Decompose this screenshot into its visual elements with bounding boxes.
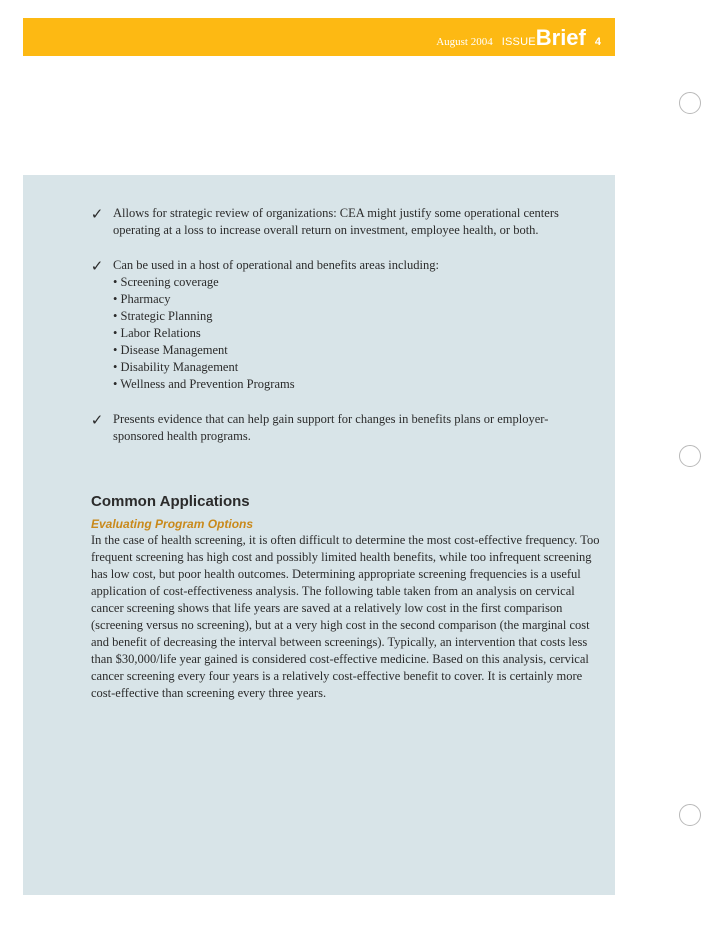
section-heading: Common Applications bbox=[91, 493, 250, 510]
bullet-text: Presents evidence that can help gain support for changes in benefits plans or employer-sponsored health programs. bbox=[113, 412, 549, 443]
binder-hole-icon bbox=[679, 445, 701, 467]
list-item bbox=[67, 205, 592, 239]
issue-label: ISSUE bbox=[501, 36, 536, 48]
header-title-group bbox=[436, 25, 601, 51]
binder-hole-icon bbox=[679, 804, 701, 826]
sub-list-item: • Screening coverage bbox=[113, 275, 219, 289]
page-number: 4 bbox=[594, 36, 601, 48]
list-item bbox=[67, 257, 592, 393]
sub-list-item: • Labor Relations bbox=[113, 326, 201, 340]
section-subheading: Evaluating Program Options bbox=[91, 517, 254, 531]
sub-list-item: • Pharmacy bbox=[113, 292, 171, 306]
sub-list-item: • Strategic Planning bbox=[113, 309, 213, 323]
checkmark-icon: ✓ bbox=[90, 205, 104, 223]
binder-hole-icon bbox=[679, 92, 701, 114]
sub-list-item: • Disability Management bbox=[113, 360, 239, 374]
list-item bbox=[67, 411, 592, 445]
checkmark-icon: ✓ bbox=[90, 411, 104, 429]
brief-label: Brief bbox=[535, 25, 586, 50]
bullet-text: Allows for strategic review of organizations: CEA might justify some operational centers operating at a loss to increase overall return on investment, employee health, or both. bbox=[113, 206, 559, 237]
benefit-list bbox=[67, 205, 592, 463]
body-paragraph: In the case of health screening, it is often difficult to determine the most cost-effective frequency. Too frequent screening has high cost and possibly limited health benefits, while too infrequent screening has low cost, but poor health outcomes. Determining appropriate screening frequencies is a useful application of cost-effectiveness analysis. The following table taken from an analysis on cervical cancer screening shows that life years are saved at a relatively low cost in the first comparison (screening versus no screening), but at a very high cost in the second comparison (the marginal cost and benefit of decreasing the interval between screenings). Typically, an intervention that costs less than $30,000/life year gained is considered cost-effective medicine. Based on this analysis, cervical cancer screening every four years is a relatively cost-effective benefit to cover. It is certainly more cost-effective than screening every three years. bbox=[91, 533, 600, 700]
sub-list-item: • Disease Management bbox=[113, 343, 228, 357]
common-applications-section bbox=[91, 493, 601, 702]
checkmark-icon: ✓ bbox=[90, 257, 104, 275]
issue-date: August 2004 bbox=[436, 36, 493, 48]
header-band bbox=[23, 18, 615, 56]
sub-list-item: • Wellness and Prevention Programs bbox=[113, 377, 295, 391]
bullet-text: Can be used in a host of operational and benefits areas including: bbox=[113, 258, 439, 272]
